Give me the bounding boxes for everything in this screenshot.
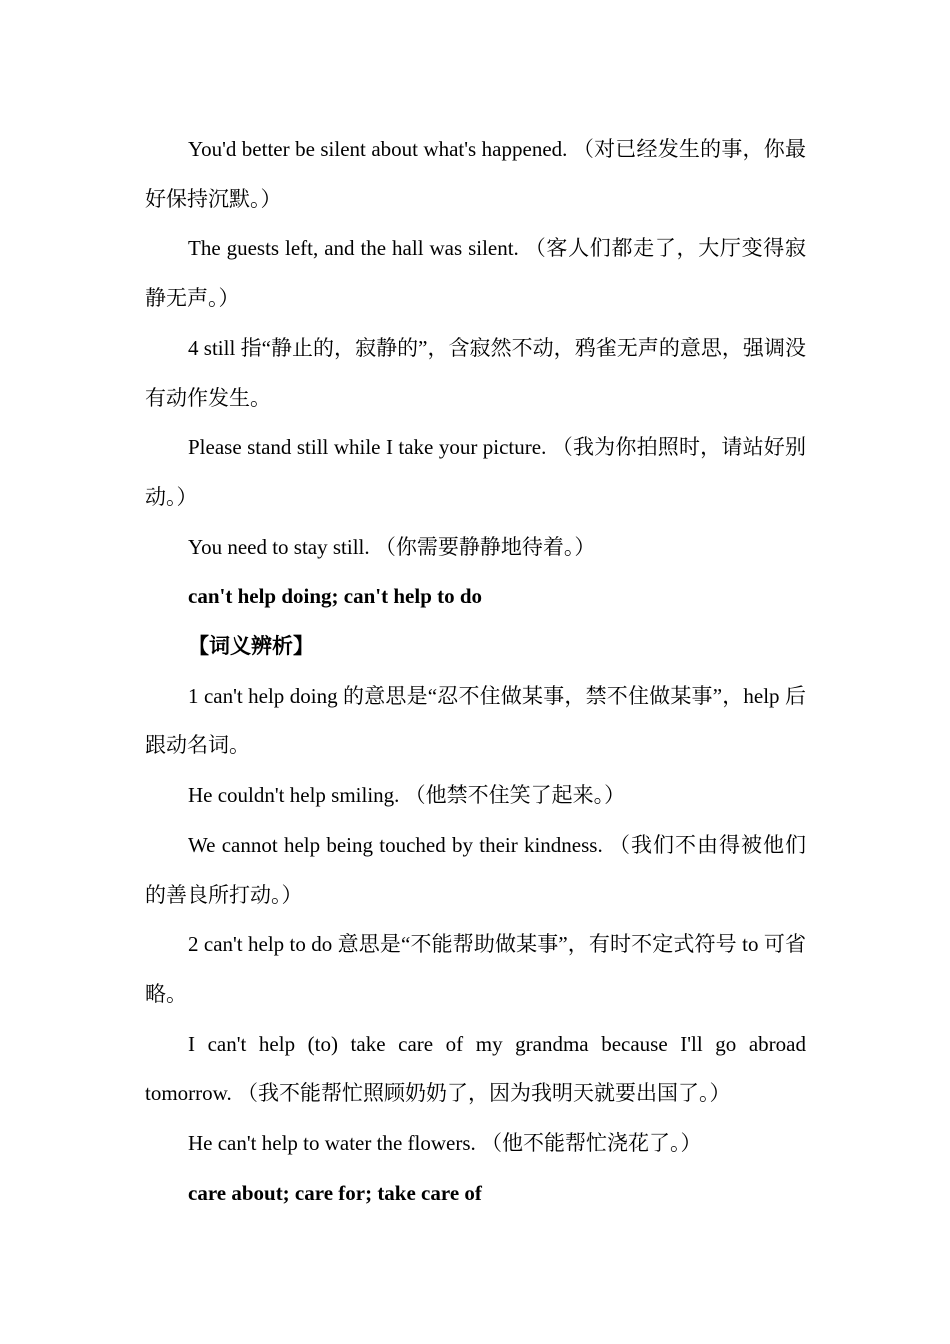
- heading-care: care about; care for; take care of: [188, 1180, 482, 1205]
- paragraph-still-definition: 4 still 指“静止的，寂静的”，含寂然不动，鸦雀无声的意思，强调没有动作发生。: [145, 335, 806, 410]
- paragraph-cant-help-doing-example-1: He couldn't help smiling. （他禁不住笑了起来。）: [188, 783, 626, 808]
- heading-word-analysis: 【词义辨析】: [188, 634, 314, 659]
- paragraph-cant-help-to-do-example-1: I can't help (to) take care of my grandma because I'll go abroad tomorrow. （我不能帮忙照顾奶奶了，因为我明天就要出国了。）: [145, 1031, 806, 1106]
- paragraph-cant-help-to-do-example-2: He can't help to water the flowers. （他不能帮忙浇花了。）: [188, 1131, 702, 1156]
- paragraph-still-example-2: You need to stay still. （你需要静静地待着。）: [188, 534, 596, 559]
- paragraph-silent-example-2: The guests left, and the hall was silent. （客人们都走了，大厅变得寂静无声。）: [145, 236, 806, 311]
- paragraph-silent-example-1: You'd better be silent about what's happened. （对已经发生的事，你最好保持沉默。）: [145, 137, 806, 211]
- paragraph-cant-help-to-do-definition: 2 can't help to do 意思是“不能帮助做某事”，有时不定式符号 to 可省略。: [145, 932, 806, 1006]
- paragraph-cant-help-doing-definition: 1 can't help doing 的意思是“忍不住做某事，禁不住做某事”，help 后跟动名词。: [145, 683, 806, 758]
- document-page: [145, 125, 806, 1218]
- paragraph-still-example-1: Please stand still while I take your picture. （我为你拍照时，请站好别动。）: [145, 435, 806, 509]
- paragraph-cant-help-doing-example-2: We cannot help being touched by their kindness. （我们不由得被他们的善良所打动。）: [145, 832, 806, 907]
- heading-cant-help: can't help doing; can't help to do: [188, 584, 483, 609]
